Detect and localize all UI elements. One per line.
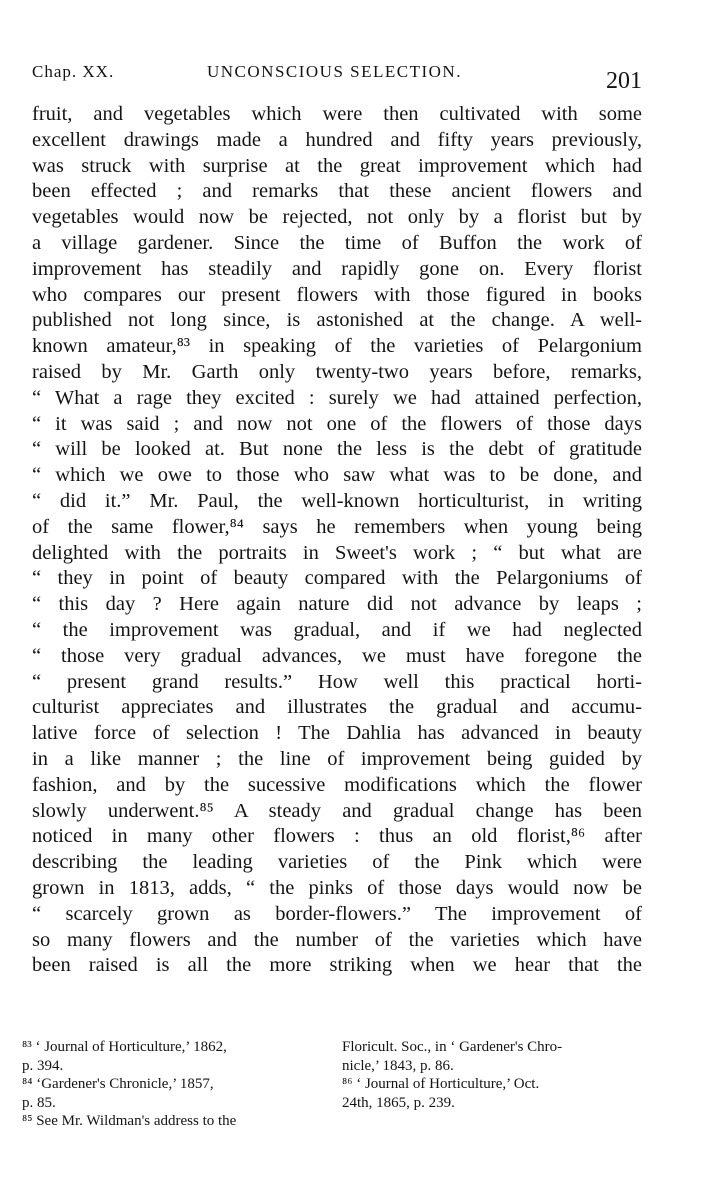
text-line: published not long since, is astonished at the change. A well- [32,309,642,332]
footnote-line: p. 394. [22,1057,64,1074]
page-number: 201 [606,68,642,94]
footnote-line: Floricult. Soc., in ‘ Gardener's Chro- [342,1039,563,1055]
running-title: UNCONSCIOUS SELECTION. [207,62,462,81]
running-header [32,62,642,98]
text-line: describing the leading varieties of the Pink which were [32,851,642,874]
footnote-line: nicle,’ 1843, p. 86. [342,1057,454,1074]
footnotes-right-column [342,1038,647,1112]
text-line: fashion, and by the sucessive modifications which the flower [32,773,642,796]
text-line: raised by Mr. Garth only twenty-two years before, remarks, [32,360,642,383]
body-text [32,102,642,979]
text-line: delighted with the portraits in Sweet's work ; “ but what are [32,541,642,564]
text-line: lative force of selection ! The Dahlia has advanced in beauty [32,722,642,745]
text-line: “ present grand results.” How well this practical horti- [32,670,642,693]
text-line: grown in 1813, adds, “ the pinks of those days would now be [32,876,642,899]
text-line: slowly underwent.⁸⁵ A steady and gradual change has been [32,799,642,822]
text-line: a village gardener. Since the time of Buffon the work of [32,231,642,254]
text-line: “ those very gradual advances, we must have foregone the [32,644,642,667]
text-line: culturist appreciates and illustrates the gradual and accumu- [32,696,642,719]
footnote-line: ⁸⁵ See Mr. Wildman's address to the [22,1113,237,1129]
text-line: “ they in point of beauty compared with the Pelargoniums of [32,567,642,590]
text-line: “ which we owe to those who saw what was to be done, and [32,464,642,487]
text-line: so many flowers and the number of the varieties which have [32,928,642,951]
text-line: vegetables would now be rejected, not only by a florist but by [32,206,642,229]
text-line: noticed in many other flowers : thus an old florist,⁸⁶ after [32,825,642,848]
text-line: been effected ; and remarks that these ancient flowers and [32,180,642,203]
footnote-line: ⁸³ ‘ Journal of Horticulture,’ 1862, [22,1039,227,1055]
footnote-line: 24th, 1865, p. 239. [342,1094,455,1111]
text-line: excellent drawings made a hundred and fifty years previously, [32,128,642,151]
text-line: “ did it.” Mr. Paul, the well-known horticulturist, in writing [32,489,642,512]
text-line: fruit, and vegetables which were then cultivated with some [32,103,642,125]
text-line: “ will be looked at. But none the less is the debt of gratitude [32,438,642,461]
text-line: improvement has steadily and rapidly gone on. Every florist [32,257,642,280]
footnote-line: p. 85. [22,1094,56,1111]
chapter-label: Chap. XX. [32,62,115,81]
text-line: “ this day ? Here again nature did not advance by leaps ; [32,593,642,616]
text-line: was struck with surprise at the great improvement which had [32,154,642,177]
text-line: “ scarcely grown as border-flowers.” The improvement of [32,902,642,925]
text-line: of the same flower,⁸⁴ says he remembers when young being [32,515,642,538]
text-line: who compares our present flowers with those figured in books [32,283,642,306]
footnote-line: ⁸⁴ ‘Gardener's Chronicle,’ 1857, [22,1076,214,1092]
footnote-line: ⁸⁶ ‘ Journal of Horticulture,’ Oct. [342,1076,540,1092]
text-line: been raised is all the more striking when we hear that the [32,954,642,977]
text-line: in a like manner ; the line of improvement being guided by [32,747,642,770]
text-line: “ What a rage they excited : surely we had attained perfection, [32,386,642,409]
text-line: “ it was said ; and now not one of the flowers of those days [32,412,642,435]
footnotes-left-column [22,1038,320,1131]
footnotes [22,1038,647,1148]
text-line: known amateur,⁸³ in speaking of the varieties of Pelargonium [32,335,642,358]
text-line: “ the improvement was gradual, and if we had neglected [32,618,642,641]
